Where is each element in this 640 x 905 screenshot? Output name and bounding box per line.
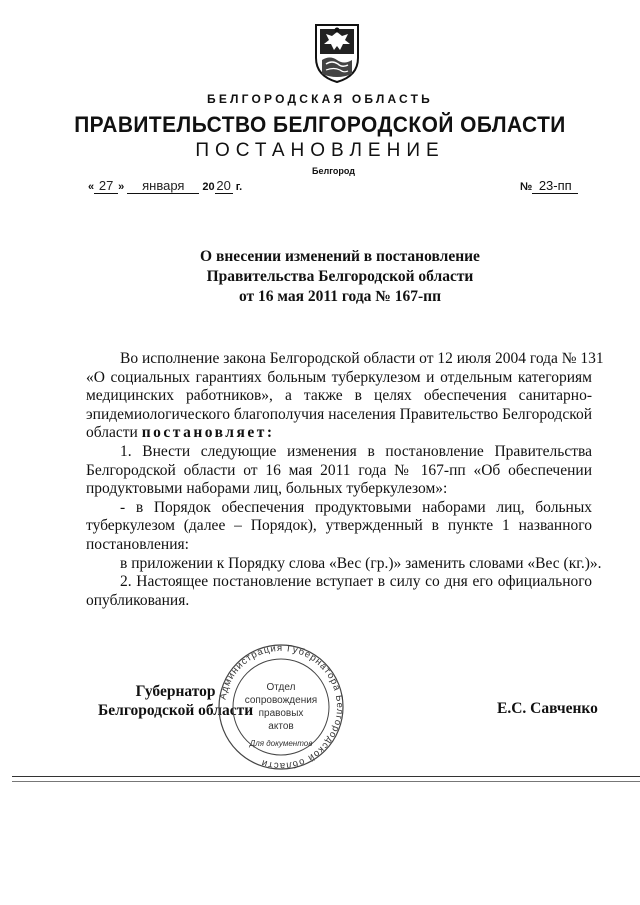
date-day: 27 [94, 178, 118, 194]
subject-line: О внесении изменений в постановление [200, 248, 480, 265]
number-label: № [520, 181, 533, 193]
stamp-inner-line: правовых [258, 708, 304, 719]
body-line: продуктовыми наборами лиц, больных туберкулезом»: [86, 480, 448, 498]
date-quote-open: « [88, 181, 95, 193]
signatory-name: Е.С. Савченко [497, 700, 598, 717]
stamp-bottom-text: Для документов [249, 739, 313, 748]
date-quote-close: » [118, 181, 125, 193]
document-number [520, 178, 578, 194]
body-line: 2. Настоящее постановление вступает в силу со дня его официального [120, 573, 592, 591]
date-year-suffix: 20 [216, 178, 231, 193]
subject-line: Правительства Белгородской области [206, 268, 474, 285]
official-stamp [216, 642, 346, 772]
document-subject [140, 247, 540, 307]
number-value: 23-пп [532, 178, 578, 194]
body-line: туберкулезом (далее – Порядок), утвержденный в пункте 1 названного [86, 517, 592, 535]
body-line: - в Порядок обеспечения продуктовыми наборами лиц, больных [120, 498, 592, 516]
document-body [86, 350, 604, 610]
date-month: января [127, 178, 199, 194]
position-line: Белгородской области [98, 702, 254, 719]
body-text-fragment: области [86, 424, 142, 442]
subject-line: от 16 мая 2011 года № 167-пп [238, 288, 442, 305]
footer-separator [12, 776, 640, 777]
body-line: опубликования. [86, 591, 190, 609]
footer-separator [12, 781, 640, 782]
document-date [88, 178, 242, 194]
position-line: Губернатор [135, 683, 216, 700]
body-line: медицинских работников», а также в целях обеспечения санитарно- [86, 387, 592, 405]
coat-of-arms-emblem [312, 22, 362, 84]
body-line: Во исполнение закона Белгородской области от 12 июля 2004 года № 131 [120, 350, 604, 367]
body-line: «О социальных гарантиях больным туберкулезом и отдельным категориям [86, 368, 592, 386]
body-line: 1. Внести следующие изменения в постановление Правительства [120, 442, 592, 460]
date-year-label: г. [235, 181, 243, 193]
stamp-inner-line: Отдел [266, 682, 296, 693]
resolution-word: постановляет: [141, 424, 275, 442]
stamp-outer-text: Администрация Губернатора Белгородской области [217, 642, 346, 772]
stamp-inner-line: актов [268, 721, 294, 732]
region-name: БЕЛГОРОДСКАЯ ОБЛАСТЬ [207, 92, 433, 106]
stamp-inner-line: сопровождения [244, 695, 318, 706]
date-year-prefix: 20 [202, 181, 215, 193]
svg-text:Администрация Губернатора Белг [217, 643, 345, 771]
government-title: ПРАВИТЕЛЬСТВО БЕЛГОРОДСКОЙ ОБЛАСТИ [74, 112, 566, 137]
document-type: ПОСТАНОВЛЕНИЕ [195, 140, 445, 161]
body-line: Белгородской области от 16 мая 2011 года № 167-пп «Об обеспечении [86, 461, 592, 479]
city-name: Белгород [312, 166, 355, 176]
body-line [86, 424, 592, 443]
body-line: эпидемиологического благополучия населения Правительство Белгородской [86, 405, 592, 423]
body-line: в приложении к Порядку слова «Вес (гр.)» заменить словами «Вес (кг.)». [120, 554, 602, 572]
body-line: постановления: [86, 535, 189, 553]
